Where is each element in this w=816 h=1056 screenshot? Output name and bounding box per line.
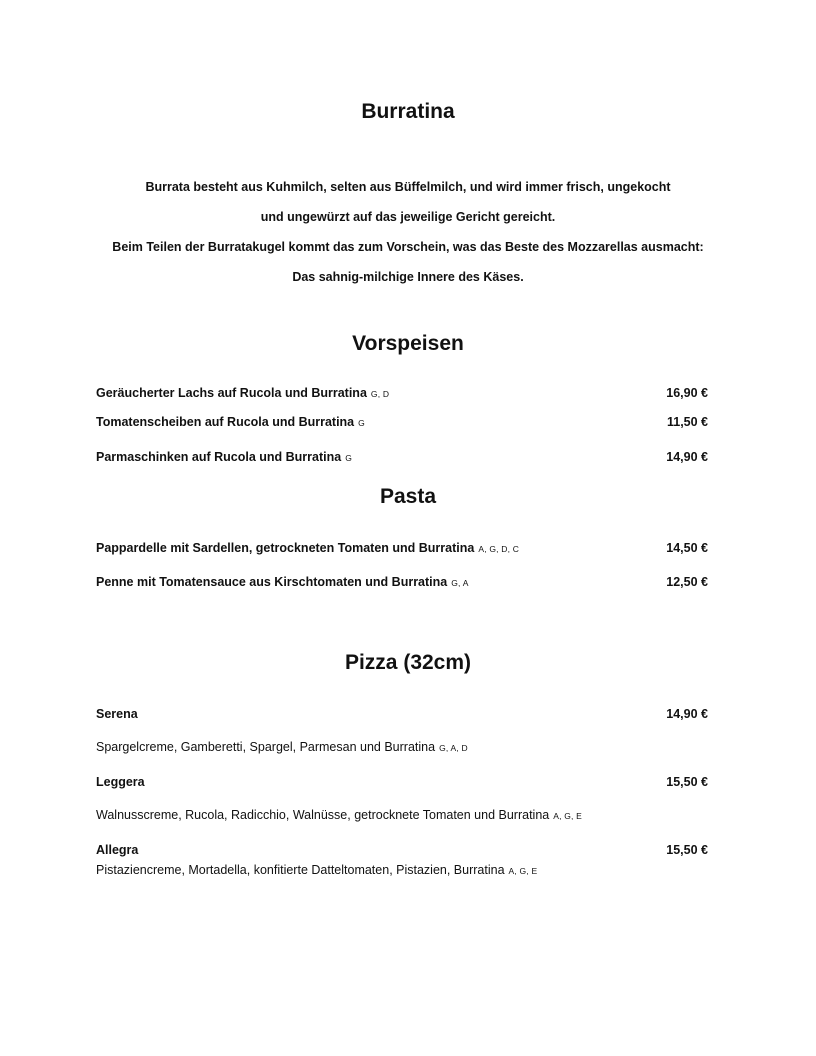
intro-line-4: Das sahnig-milchige Innere des Käses. [292,270,524,284]
intro-line-1: Burrata besteht aus Kuhmilch, selten aus Büffelmilch, und wird immer frisch, ungekocht [145,180,671,194]
menu-item-price: 12,50 € [666,575,708,589]
menu-item [96,843,708,859]
menu-item-price: 11,50 € [666,415,708,429]
menu-item-name: Geräucherter Lachs auf Rucola und Burratina G, D [96,386,390,400]
menu-item-name: Allegra [96,843,139,857]
menu-item-price: 15,50 € [666,843,708,857]
allergen-codes: G [345,453,353,463]
pasta-heading: Pasta [379,485,437,508]
menu-item-price: 14,90 € [666,450,708,464]
burratina-heading: Burratina [361,100,455,123]
menu-item-name: Tomatenscheiben auf Rucola und Burratina G [96,415,365,429]
menu-item-name: Pappardelle mit Sardellen, getrockneten Tomaten und Burratina A, G, D, C [96,541,520,555]
pizza-heading: Pizza (32cm) [344,651,472,674]
menu-item-description: Walnusscreme, Rucola, Radicchio, Walnüsse, getrocknete Tomaten und Burratina A, G, E [96,808,583,822]
menu-item-price: 15,50 € [666,775,708,789]
menu-item [96,707,708,723]
intro-line-3: Beim Teilen der Burratakugel kommt das zum Vorschein, was das Beste des Mozzarellas ausmacht: [112,240,704,254]
allergen-codes: A, G, E [553,811,583,821]
allergen-codes: G [358,418,365,428]
menu-item [96,575,708,591]
intro-line-2: und ungewürzt auf das jeweilige Gericht gereicht. [260,210,556,224]
menu-item-description: Spargelcreme, Gamberetti, Spargel, Parmesan und Burratina G, A, D [96,740,468,754]
menu-item-name: Serena [96,707,138,721]
allergen-codes: G, D [370,389,390,399]
menu-item [96,415,708,431]
menu-item [96,541,708,557]
menu-item [96,386,708,402]
menu-item-name: Leggera [96,775,145,789]
menu-item-price: 14,90 € [666,707,708,721]
allergen-codes: G, A, D [439,743,468,753]
allergen-codes: G, A [451,578,469,588]
menu-item-description: Pistaziencreme, Mortadella, konfitierte Datteltomaten, Pistazien, Burratina A, G, E [96,863,538,877]
allergen-codes: A, G, D, C [478,544,520,554]
menu-item-name: Penne mit Tomatensauce aus Kirschtomaten und Burratina G, A [96,575,469,589]
menu-item-name: Parmaschinken auf Rucola und Burratina G [96,450,353,464]
menu-item-price: 16,90 € [666,386,708,400]
menu-item-price: 14,50 € [666,541,708,555]
vorspeisen-heading: Vorspeisen [352,332,464,355]
menu-item [96,450,708,466]
menu-item [96,775,708,791]
allergen-codes: A, G, E [508,866,538,876]
